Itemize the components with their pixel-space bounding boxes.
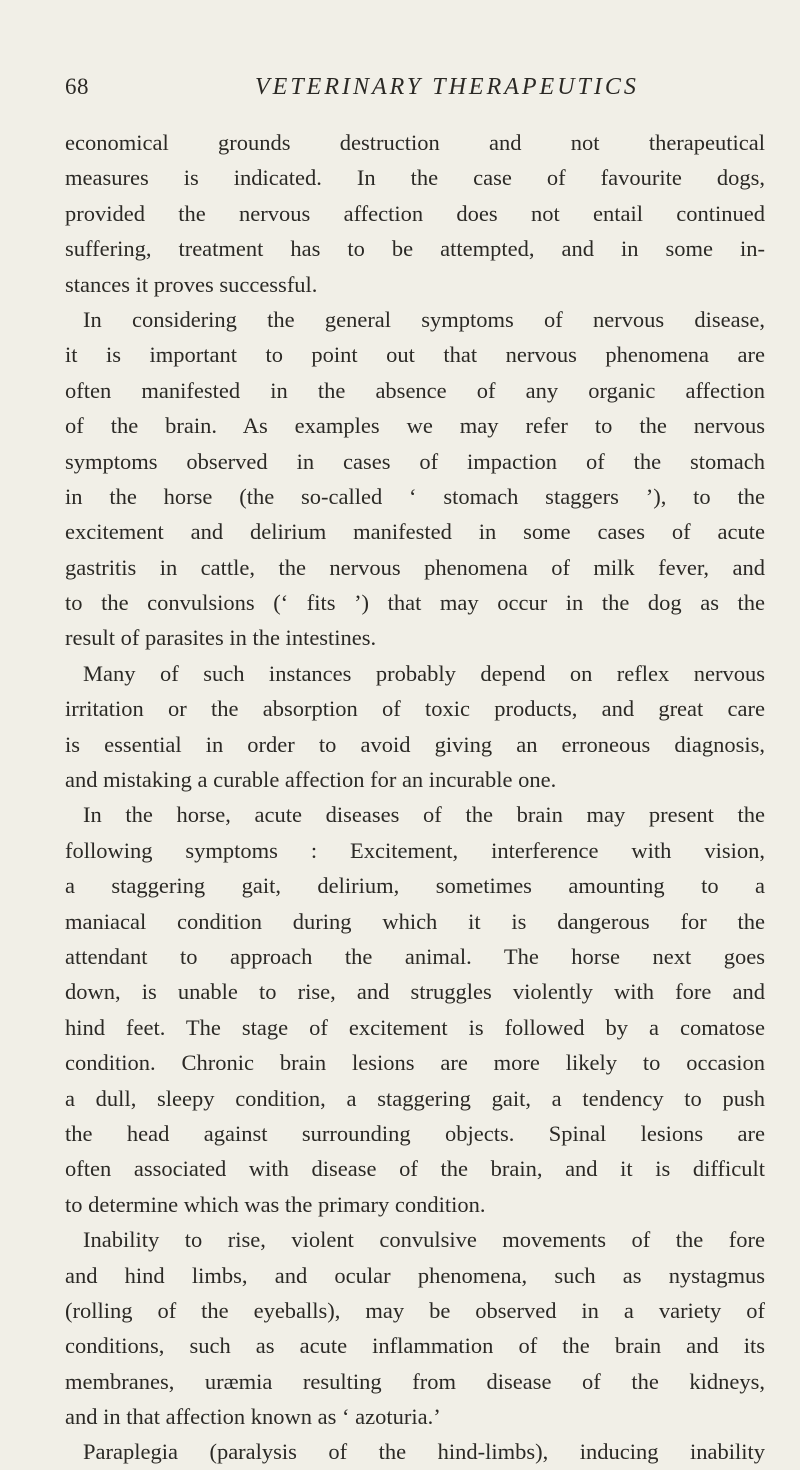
text-line: (rolling of the eyeballs), may be observed in a variety of: [65, 1297, 765, 1323]
text-line: gastritis in cattle, the nervous phenomena of milk fever, and: [65, 554, 765, 580]
text-line: attendant to approach the animal. The horse next goes: [65, 943, 765, 969]
text-line: result of parasites in the intestines.: [65, 625, 377, 651]
text-line: often manifested in the absence of any organic affection: [65, 377, 765, 403]
text-line: suffering, treatment has to be attempted, and in some in-: [65, 236, 765, 262]
text-line: In considering the general symptoms of nervous disease,: [83, 306, 765, 332]
text-line: excitement and delirium manifested in some cases of acute: [65, 519, 765, 545]
text-line: stances it proves successful.: [65, 271, 318, 297]
text-line: membranes, uræmia resulting from disease of the kidneys,: [65, 1368, 765, 1394]
text-line: a dull, sleepy condition, a staggering gait, a tendency to push: [65, 1085, 765, 1111]
text-line: In the horse, acute diseases of the brain may present the: [83, 802, 765, 828]
text-line: condition. Chronic brain lesions are more likely to occasion: [65, 1050, 765, 1076]
text-line: measures is indicated. In the case of favourite dogs,: [65, 165, 765, 191]
text-line: is essential in order to avoid giving an erroneous diagnosis,: [65, 731, 765, 757]
text-line: maniacal condition during which it is dangerous for the: [65, 908, 765, 934]
text-line: and hind limbs, and ocular phenomena, such as nystagmus: [65, 1262, 765, 1288]
text-line: provided the nervous affection does not entail continued: [65, 200, 765, 226]
text-line: to determine which was the primary condition.: [65, 1191, 486, 1217]
text-line: and mistaking a curable affection for an incurable one.: [65, 767, 557, 793]
text-line: and in that affection known as ‘ azoturia.’: [65, 1404, 441, 1430]
text-line: a staggering gait, delirium, sometimes amounting to a: [65, 873, 765, 899]
text-line: Inability to rise, violent convulsive movements of the fore: [83, 1227, 765, 1253]
text-line: Paraplegia (paralysis of the hind-limbs), inducing inability: [83, 1439, 765, 1465]
page-number: 68: [65, 74, 89, 99]
text-line: conditions, such as acute inflammation of the brain and its: [65, 1333, 765, 1359]
body-text: [65, 125, 765, 1470]
text-line: often associated with disease of the brain, and it is difficult: [65, 1156, 765, 1182]
text-line: it is important to point out that nervous phenomena are: [65, 342, 765, 368]
text-line: irritation or the absorption of toxic products, and great care: [65, 696, 765, 722]
text-line: the head against surrounding objects. Spinal lesions are: [65, 1120, 765, 1146]
text-line: Many of such instances probably depend on reflex nervous: [83, 660, 765, 686]
text-line: of the brain. As examples we may refer to the nervous: [65, 413, 765, 439]
text-line: to the convulsions (‘ fits ’) that may occur in the dog as the: [65, 590, 765, 616]
page-header: [65, 74, 765, 114]
text-line: economical grounds destruction and not therapeutical: [65, 130, 765, 155]
running-title: VETERINARY THERAPEUTICS: [255, 74, 639, 100]
text-line: symptoms observed in cases of impaction of the stomach: [65, 448, 765, 474]
text-line: following symptoms : Excitement, interference with vision,: [65, 837, 765, 863]
text-line: hind feet. The stage of excitement is followed by a comatose: [65, 1014, 765, 1040]
text-line: in the horse (the so-called ‘ stomach staggers ’), to the: [65, 483, 765, 509]
text-line: down, is unable to rise, and struggles violently with fore and: [65, 979, 765, 1005]
